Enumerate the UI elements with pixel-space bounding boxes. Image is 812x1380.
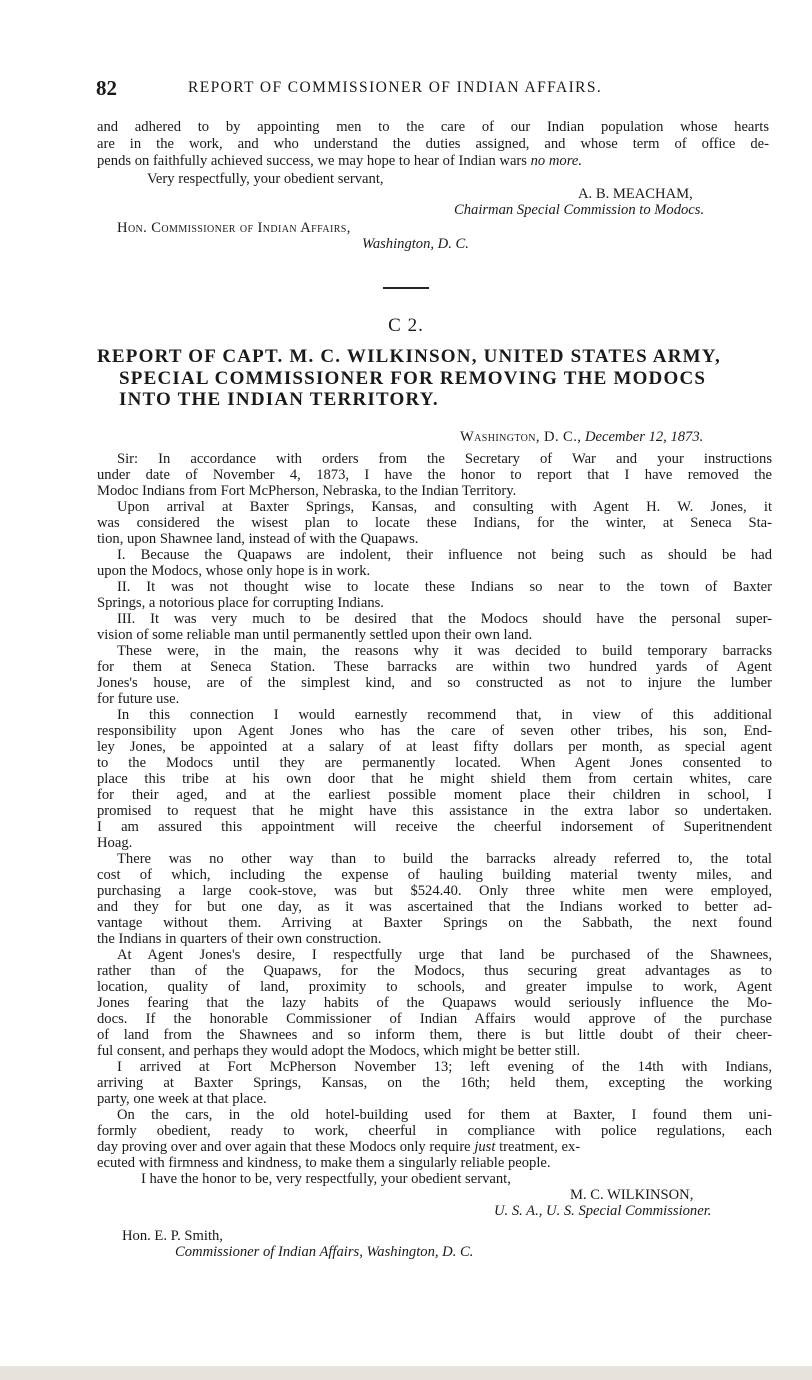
addressee: Hon. E. P. Smith, bbox=[122, 1228, 223, 1244]
body-line: party, one week at that place. bbox=[97, 1091, 267, 1107]
body-line: These were, in the main, the reasons why it was decided to build temporary barracks bbox=[117, 643, 772, 659]
body-line: Springs, a notorious place for corrupting Indians. bbox=[97, 595, 384, 611]
body-line-text: day proving over and over again that these Modocs only require bbox=[97, 1139, 471, 1155]
body-line: vantage without them. Arriving at Baxter Springs on the Sabbath, the next found bbox=[97, 915, 772, 931]
body-line: for their aged, and at the earliest possible moment place their children in school, I bbox=[97, 787, 772, 803]
report-title-line: REPORT OF CAPT. M. C. WILKINSON, UNITED STATES ARMY, bbox=[97, 346, 721, 367]
running-title: REPORT OF COMMISSIONER OF INDIAN AFFAIRS. bbox=[188, 79, 603, 96]
body-line: arriving at Baxter Springs, Kansas, on the 16th; held them, excepting the working bbox=[97, 1075, 772, 1091]
body-line: for future use. bbox=[97, 691, 180, 707]
signer-title: U. S. A., U. S. Special Commissioner. bbox=[494, 1203, 712, 1219]
dateline-date: December 12, 1873. bbox=[584, 429, 704, 445]
body-line bbox=[97, 1139, 772, 1156]
emphasis-text: no more. bbox=[530, 153, 582, 169]
body-line-text: pends on faithfully achieved success, we may hope to hear of Indian wars bbox=[97, 153, 527, 169]
body-line: of land from the Shawnees and so inform them, there is but little doubt of their cheer- bbox=[97, 1027, 772, 1043]
body-line: On the cars, in the old hotel-building used for them at Baxter, I found them uni- bbox=[117, 1107, 772, 1123]
body-line: Modoc Indians from Fort McPherson, Nebraska, to the Indian Territory. bbox=[97, 483, 517, 499]
page-number: 82 bbox=[96, 76, 117, 100]
scan-edge bbox=[0, 1366, 812, 1380]
body-line: the Indians in quarters of their own construction. bbox=[97, 931, 382, 947]
body-line: to the Modocs until they are permanently located. When Agent Jones consented to bbox=[97, 755, 772, 771]
body-line: I am assured this appointment will receive the cheerful indorsement of Superitnendent bbox=[97, 819, 772, 835]
body-line: Upon arrival at Baxter Springs, Kansas, and consulting with Agent H. W. Jones, it bbox=[117, 499, 772, 515]
body-line: Sir: In accordance with orders from the Secretary of War and your instructions bbox=[117, 451, 772, 467]
signer-name: A. B. MEACHAM, bbox=[578, 186, 693, 202]
signer-name: M. C. WILKINSON, bbox=[570, 1187, 694, 1203]
closing-line: I have the honor to be, very respectfully, your obedient servant, bbox=[141, 1171, 511, 1187]
page-header bbox=[96, 76, 696, 104]
body-line: There was no other way than to build the barracks already referred to, the total bbox=[117, 851, 772, 867]
body-line bbox=[97, 153, 769, 170]
addressee: Hon. Commissioner of Indian Affairs, bbox=[117, 220, 351, 236]
body-line: was considered the wisest plan to locate these Indians, for the winter, at Seneca Sta- bbox=[97, 515, 772, 531]
body-line: are in the work, and who understand the duties assigned, and whose term of office de- bbox=[97, 136, 769, 152]
body-line: and they for but one day, as it was ascertained that the Indians worked to better ad- bbox=[97, 899, 772, 915]
body-line: docs. If the honorable Commissioner of Indian Affairs would approve of the purchase bbox=[97, 1011, 772, 1027]
emphasis-text: just bbox=[474, 1139, 496, 1155]
signer-title: Chairman Special Commission to Modocs. bbox=[454, 202, 705, 218]
body-line-text: treatment, ex- bbox=[499, 1139, 581, 1155]
report-title-line: INTO THE INDIAN TERRITORY. bbox=[119, 389, 439, 410]
body-line: II. It was not thought wise to locate these Indians so near to the town of Baxter bbox=[117, 579, 772, 595]
body-line: III. It was very much to be desired that the Modocs should have the personal super- bbox=[117, 611, 772, 627]
section-id: C 2. bbox=[388, 315, 424, 336]
addressee-place: Washington, D. C. bbox=[362, 236, 469, 252]
body-line: place this tribe at his own door that he might shield them from certain whites, care bbox=[97, 771, 772, 787]
body-line: ecuted with firmness and kindness, to make them a singularly reliable people. bbox=[97, 1155, 551, 1171]
body-line: formly obedient, ready to work, cheerful in compliance with police regulations, each bbox=[97, 1123, 772, 1139]
body-line: responsibility upon Agent Jones who has the care of seven other tribes, his son, End- bbox=[97, 723, 772, 739]
body-line: promised to request that he might have this assistance in the extra labor so undertaken. bbox=[97, 803, 772, 819]
dateline bbox=[460, 429, 703, 446]
body-line: and adhered to by appointing men to the care of our Indian population whose hearts bbox=[97, 119, 769, 135]
report-title-line: SPECIAL COMMISSIONER FOR REMOVING THE MODOCS bbox=[119, 368, 707, 389]
body-line: I arrived at Fort McPherson November 13; left evening of the 14th with Indians, bbox=[117, 1059, 772, 1075]
body-line: tion, upon Shawnee land, instead of with the Quapaws. bbox=[97, 531, 419, 547]
body-line: under date of November 4, 1873, I have the honor to report that I have removed the bbox=[97, 467, 772, 483]
body-line: I. Because the Quapaws are indolent, their influence not being such as should be had bbox=[117, 547, 772, 563]
body-line: Jones fearing that the lazy habits of the Quapaws would seriously influence the Mo- bbox=[97, 995, 772, 1011]
body-line: At Agent Jones's desire, I respectfully urge that land be purchased of the Shawnees, bbox=[117, 947, 772, 963]
body-line: vision of some reliable man until permanently settled upon their own land. bbox=[97, 627, 533, 643]
body-line: rather than of the Quapaws, for the Modocs, thus securing great advantages as to bbox=[97, 963, 772, 979]
section-divider bbox=[383, 287, 429, 289]
body-line: upon the Modocs, whose only hope is in work. bbox=[97, 563, 371, 579]
body-line: ley Jones, be appointed at a salary of at least fifty dollars per month, as special agent bbox=[97, 739, 772, 755]
body-line: for them at Seneca Station. These barracks are within two hundred yards of Agent bbox=[97, 659, 772, 675]
body-line: Hoag. bbox=[97, 835, 133, 851]
body-line: purchasing a large cook-stove, was but $524.40. Only three white men were employed, bbox=[97, 883, 772, 899]
body-line: ful consent, and perhaps they would adopt the Modocs, which might be better still. bbox=[97, 1043, 581, 1059]
body-line: In this connection I would earnestly recommend that, in view of this additional bbox=[117, 707, 772, 723]
body-line: location, quality of land, proximity to schools, and greater impulse to work, Agent bbox=[97, 979, 772, 995]
closing-line: Very respectfully, your obedient servant, bbox=[147, 171, 384, 187]
addressee-title: Commissioner of Indian Affairs, Washington, D. C. bbox=[175, 1244, 474, 1260]
dateline-place: Washington, D. C., bbox=[460, 429, 582, 445]
body-line: Jones's house, are of the simplest kind, and so constructed as not to injure the lumber bbox=[97, 675, 772, 691]
body-line: cost of which, including the expense of hauling building material twenty miles, and bbox=[97, 867, 772, 883]
